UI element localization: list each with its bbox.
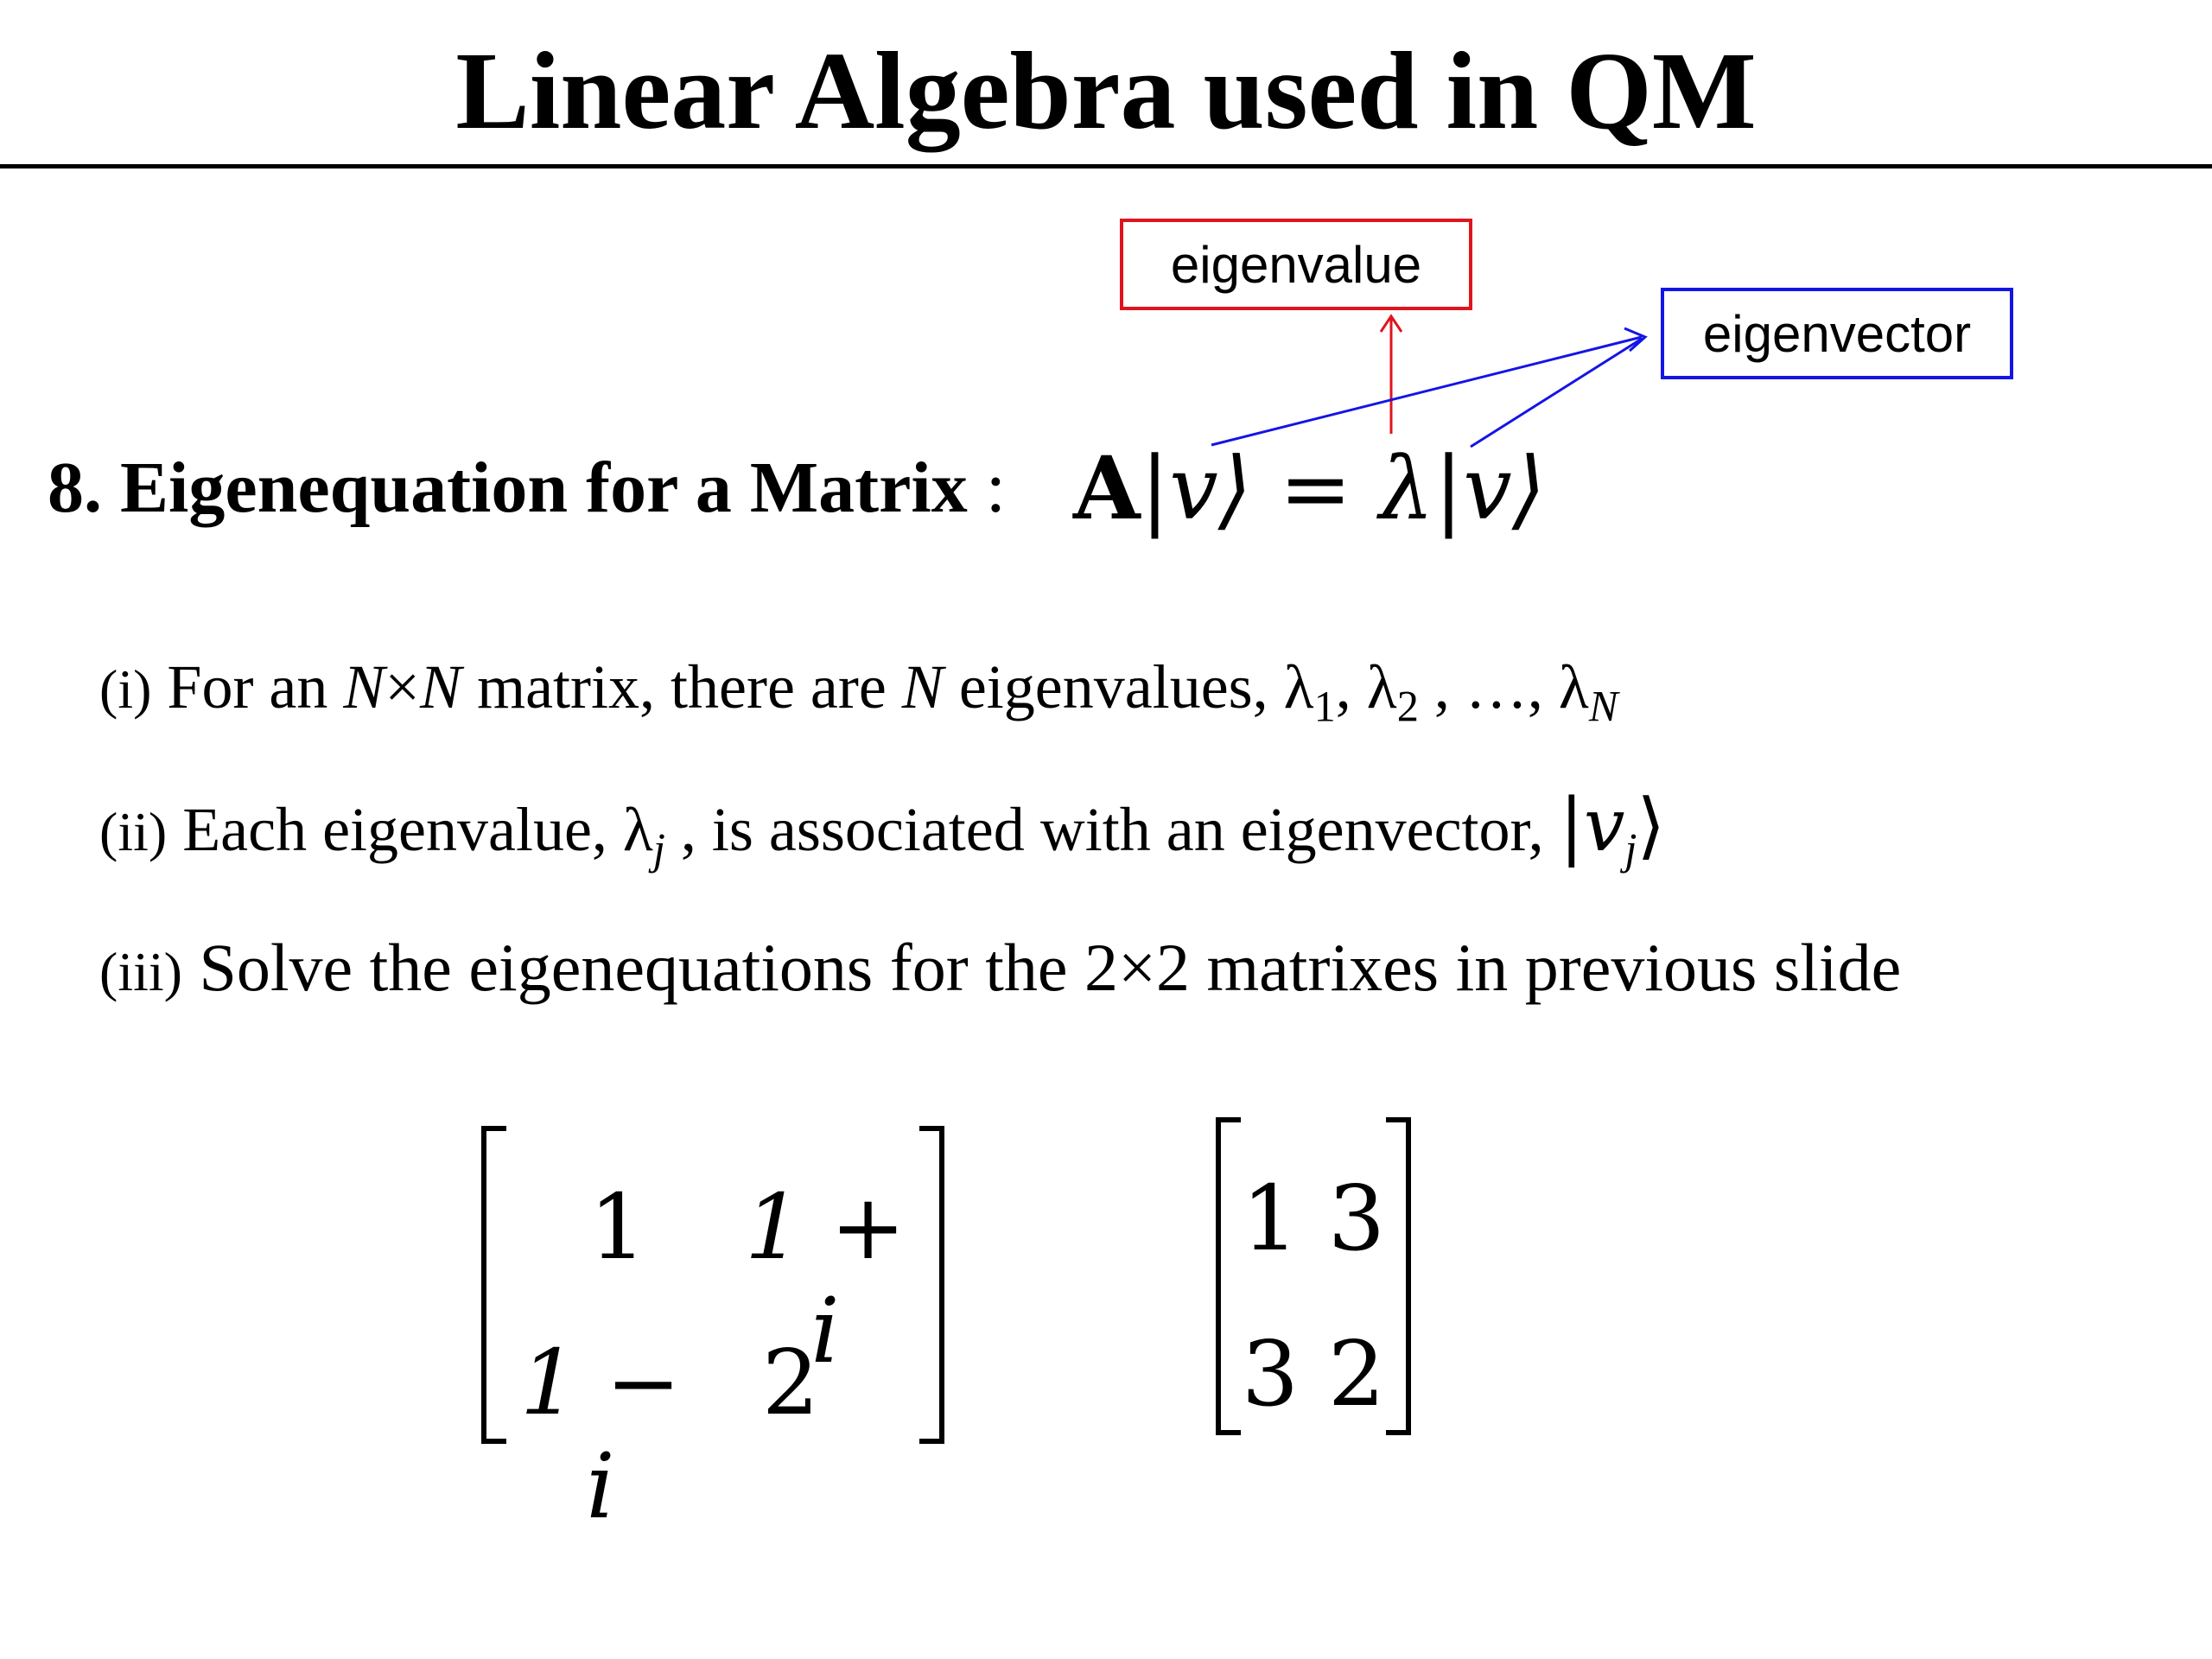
ket-v-left: |v⟩ [1140, 438, 1252, 539]
lambda-symbol: λ [1379, 438, 1434, 539]
matrix-cell: 1 [588, 1174, 647, 1280]
matrix-cell: 1 − i [519, 1330, 682, 1539]
matrix-cell: 3 [1327, 1166, 1386, 1271]
eigen-equation [1073, 428, 1546, 550]
section-heading-text: Eigenequation for a Matrix [120, 448, 968, 528]
list-item [99, 925, 1901, 1015]
section-heading [48, 441, 1006, 536]
ket-v-right: |v⟩ [1433, 438, 1546, 539]
item-label: (iii) [99, 941, 182, 1002]
list-item: (i) For an N×N matrix, there are N eigenvalues, $\lambda_1$, $\lambda_2$ , …, $\lambda_N$ [99, 652, 1618, 731]
slide-title: Linear Algebra used in QM [455, 29, 1757, 152]
matrix-real [1210, 1115, 1417, 1439]
item-label: (i) [99, 658, 152, 720]
matrix-symbol: A [1073, 437, 1141, 539]
item-label: (ii) [99, 801, 168, 862]
eigenvalue-callout: eigenvalue [1120, 219, 1472, 310]
matrix-cell: 1 + i [744, 1174, 906, 1383]
matrix-cell: 2 [1327, 1321, 1386, 1427]
section-colon: : [985, 448, 1007, 528]
item-text: Solve the eigenequations for the 2×2 matrixes in previous slide [199, 930, 1902, 1005]
matrix-cell: 2 [761, 1330, 820, 1435]
section-number: 8. [48, 448, 102, 528]
list-item: (ii) Each eigenvalue, $\lambda_j$ , is associated with an eigenvector, $|v_j⟩$ [99, 783, 1666, 874]
matrix-complex [475, 1123, 950, 1539]
matrix-cell: 3 [1241, 1321, 1300, 1427]
equals-sign: = [1279, 438, 1352, 539]
eigenvector-callout: eigenvector [1661, 288, 2013, 379]
matrix-cell: 1 [1241, 1166, 1300, 1271]
